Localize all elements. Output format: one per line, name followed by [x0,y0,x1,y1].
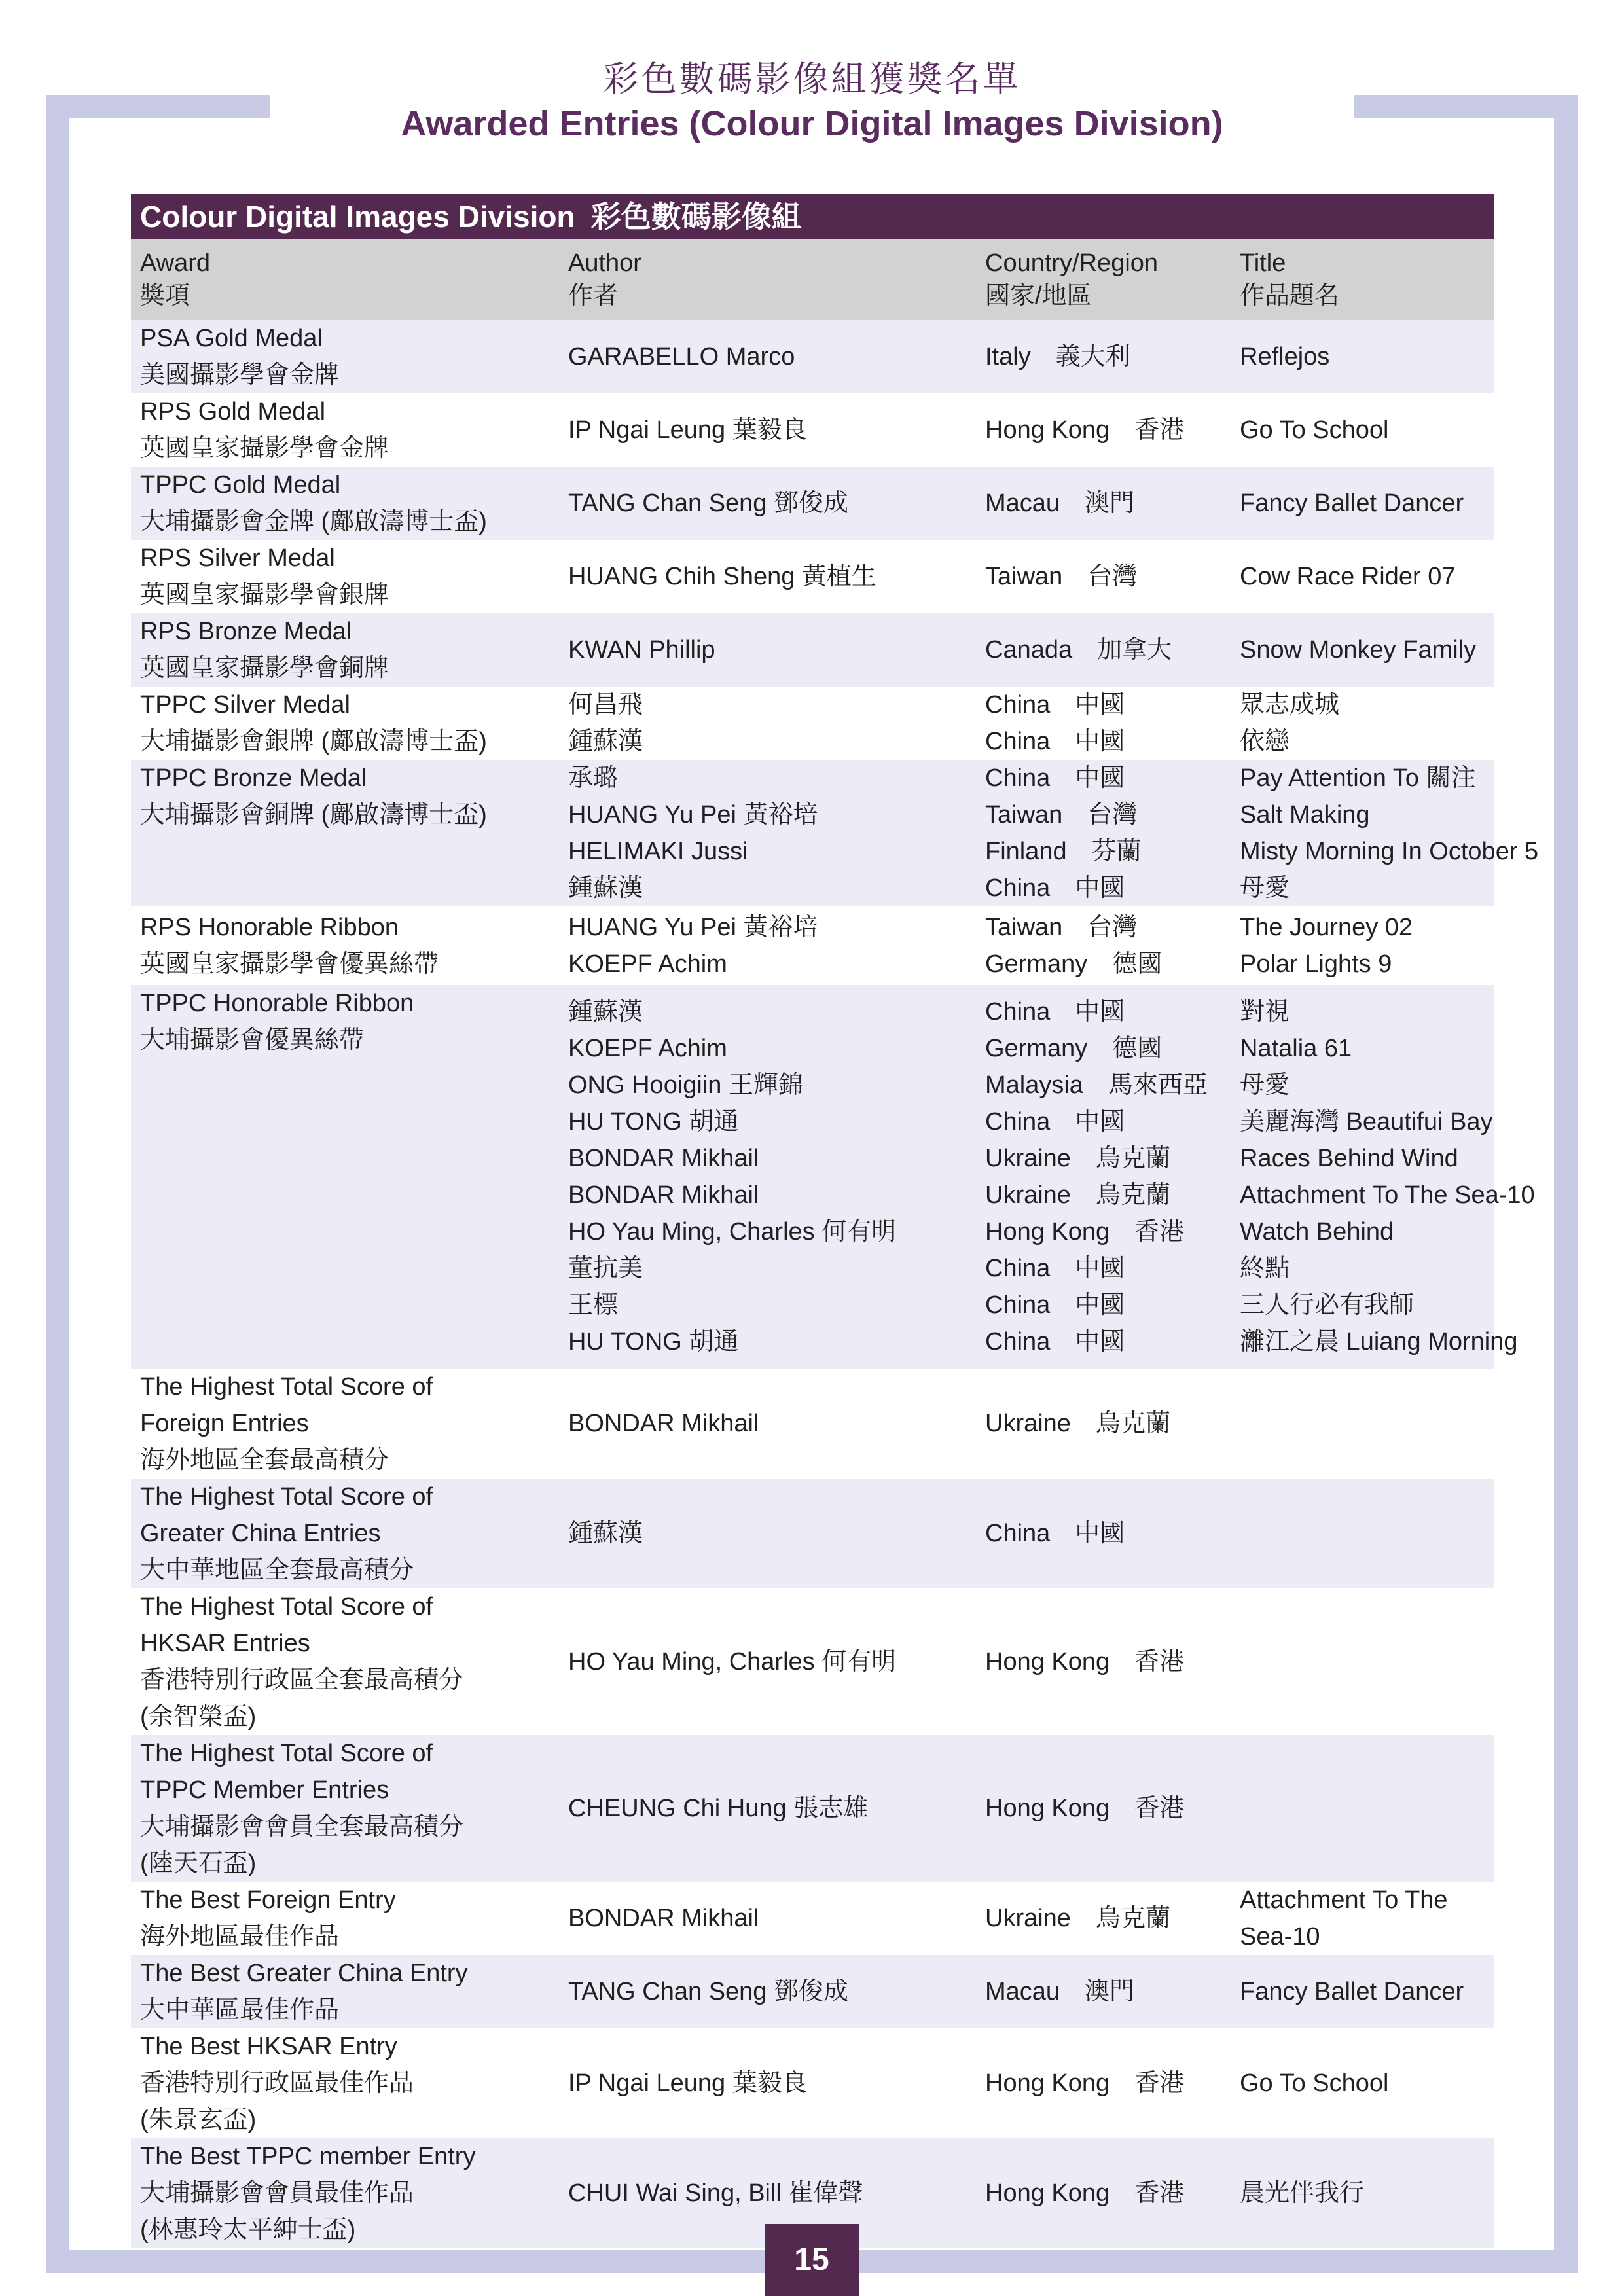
author-name: 承璐 [568,764,619,792]
entry-title: Go To School [1240,2070,1389,2097]
award-cell [131,613,559,687]
author-name: CHUI Wai Sing, Bill 崔偉聲 [568,2179,863,2207]
country-name: Taiwan 台灣 [985,801,1138,829]
author-cell [559,1588,976,1735]
table-row [131,1479,1494,1588]
country-name: China 中國 [985,1328,1125,1355]
column-header-zh: 作者 [568,282,619,310]
author-name: CHEUNG Chi Hung 張志雄 [568,1795,869,1822]
award-line: 香港特別行政區全套最高積分 [140,1666,464,1694]
country-name: China 中國 [985,874,1125,902]
division-label-english: Colour Digital Images Division [140,200,575,234]
country-name: Ukraine 烏克蘭 [985,1145,1170,1172]
author-cell [559,760,976,906]
title-cell [1231,1588,1494,1735]
entry-title: Watch Behind [1240,1218,1394,1246]
title-cell [1231,985,1535,1369]
country-name: Hong Kong 香港 [985,2070,1185,2097]
award-line: 大埔攝影會會員全套最高積分 [140,1813,464,1840]
awards-table-body [131,320,1539,2248]
country-cell [976,2028,1231,2138]
entry-title: The Journey 02 [1240,914,1413,941]
award-line: TPPC Silver Medal [140,691,350,719]
author-name: TANG Chan Seng 鄧俊成 [568,1978,849,2005]
award-cell [131,1735,559,1882]
column-header-zh: 國家/地區 [985,282,1092,310]
award-line: RPS Bronze Medal [140,618,352,645]
title-cell [1231,467,1494,540]
award-line: 美國攝影學會金牌 [140,361,340,389]
country-name: Hong Kong 香港 [985,1795,1185,1822]
author-cell [559,687,976,760]
column-header-en: Author [568,249,641,277]
award-line: Greater China Entries [140,1520,381,1547]
country-cell [976,2138,1231,2248]
award-line: TPPC Gold Medal [140,471,341,499]
award-line: 大埔攝影會銅牌 (鄺啟濤博士盃) [140,801,487,829]
column-header-country [976,239,1231,320]
country-name: China 中國 [985,1255,1125,1282]
table-row [131,1588,1494,1735]
table-header-row [131,239,1494,320]
country-name: Germany 德國 [985,1035,1163,1062]
award-line: 大埔攝影會優異絲帶 [140,1026,365,1054]
title-cell [1231,1735,1494,1882]
award-line: The Best Foreign Entry [140,1886,396,1914]
table-row [131,467,1494,540]
entry-title: Salt Making [1240,801,1370,829]
award-line: The Highest Total Score of [140,1373,433,1401]
country-name: China 中國 [985,691,1125,719]
country-cell [976,985,1231,1369]
division-header [131,194,1494,239]
page-number: 15 [765,2224,859,2296]
country-name: China 中國 [985,1108,1125,1136]
country-cell [976,1588,1231,1735]
author-name: ONG Hooigiin 王輝錦 [568,1071,803,1099]
entry-title: 美麗海灣 Beautifui Bay [1240,1108,1493,1136]
author-name: HUANG Chih Sheng 黃植生 [568,563,876,590]
author-name: GARABELLO Marco [568,343,795,370]
title-cell [1231,540,1494,613]
author-name: HELIMAKI Jussi [568,838,748,865]
award-line: TPPC Honorable Ribbon [140,990,414,1017]
award-line: 英國皇家攝影學會銀牌 [140,581,389,609]
award-line: The Best TPPC member Entry [140,2143,476,2170]
entry-title: Cow Race Rider 07 [1240,563,1456,590]
column-header-en: Award [140,249,211,277]
author-cell [559,1369,976,1479]
award-line: RPS Honorable Ribbon [140,914,399,941]
award-line: The Highest Total Score of [140,1483,433,1511]
award-cell [131,1882,559,1955]
country-name: Hong Kong 香港 [985,2179,1185,2207]
award-line: PSA Gold Medal [140,325,323,352]
entry-title: 晨光伴我行 [1240,2179,1365,2207]
award-cell [131,1369,559,1479]
author-name: HU TONG 胡通 [568,1108,739,1136]
country-name: China 中國 [985,1520,1125,1547]
column-header-author [559,239,976,320]
table-row [131,320,1494,393]
entry-title: 對視 [1240,998,1290,1026]
country-cell [976,320,1231,393]
table-row [131,1369,1494,1479]
author-name: KWAN Phillip [568,636,715,664]
award-line: TPPC Bronze Medal [140,764,367,792]
page-title-chinese: 彩色數碼影像組獲獎名單 [603,60,1021,99]
entry-title: Misty Morning In October 5 [1240,838,1539,865]
award-line: 大中華區最佳作品 [140,1996,340,2024]
country-name: Hong Kong 香港 [985,1648,1185,1676]
column-header-award [131,239,559,320]
country-name: Taiwan 台灣 [985,563,1138,590]
award-line: 大埔攝影會銀牌 (鄺啟濤博士盃) [140,728,487,755]
author-name: IP Ngai Leung 葉毅良 [568,416,807,444]
table-row [131,687,1494,760]
entry-title: Reflejos [1240,343,1330,370]
country-name: Finland 芬蘭 [985,838,1142,865]
award-line: 英國皇家攝影學會銅牌 [140,655,389,682]
table-row [131,393,1494,467]
award-line: 大中華地區全套最高積分 [140,1556,414,1584]
table-row [131,540,1494,613]
country-cell [976,393,1231,467]
author-name: BONDAR Mikhail [568,1145,759,1172]
award-line: 海外地區最佳作品 [140,1923,340,1950]
entry-title: Polar Lights 9 [1240,950,1392,978]
country-name: Hong Kong 香港 [985,1218,1185,1246]
author-cell [559,1955,976,2028]
author-cell [559,985,976,1369]
country-name: China 中國 [985,1291,1125,1319]
award-cell [131,687,559,760]
country-name: Ukraine 烏克蘭 [985,1905,1170,1932]
award-line: 大埔攝影會金牌 (鄺啟濤博士盃) [140,508,487,535]
award-cell [131,393,559,467]
entry-title: 三人行必有我師 [1240,1291,1415,1319]
country-name: Italy 義大利 [985,343,1130,370]
entry-title: Natalia 61 [1240,1035,1352,1062]
country-name: Canada 加拿大 [985,636,1172,664]
author-name: 鍾蘇漢 [568,1520,643,1547]
column-header-zh: 作品題名 [1240,282,1340,310]
award-cell [131,540,559,613]
author-name: BONDAR Mikhail [568,1905,759,1932]
author-name: 何昌飛 [568,691,643,719]
title-cell [1231,320,1494,393]
award-line: (朱景玄盃) [140,2106,257,2134]
author-cell [559,1882,976,1955]
title-cell [1231,1479,1494,1588]
title-cell [1231,906,1494,985]
author-name: 王標 [568,1291,619,1319]
author-name: 鍾蘇漢 [568,728,643,755]
title-cell [1231,1882,1494,1955]
entry-title: Sea-10 [1240,1923,1320,1950]
country-name: Germany 德國 [985,950,1163,978]
title-cell [1231,1369,1494,1479]
table-row [131,985,1494,1369]
title-cell [1231,1955,1494,2028]
award-line: (陸天石盃) [140,1850,257,1877]
award-line: The Highest Total Score of [140,1593,433,1621]
column-header-zh: 獎項 [140,282,190,310]
country-name: Hong Kong 香港 [985,416,1185,444]
title-cell [1231,613,1494,687]
award-line: TPPC Member Entries [140,1776,389,1804]
author-cell [559,320,976,393]
author-cell [559,467,976,540]
author-name: TANG Chan Seng 鄧俊成 [568,490,849,517]
award-line: The Best Greater China Entry [140,1960,468,1987]
award-cell [131,467,559,540]
award-line: HKSAR Entries [140,1630,310,1657]
country-name: Macau 澳門 [985,490,1135,517]
table-row [131,1955,1494,2028]
title-cell [1231,687,1494,760]
country-name: Ukraine 烏克蘭 [985,1410,1170,1437]
award-line: The Highest Total Score of [140,1740,433,1767]
country-cell [976,1735,1231,1882]
author-cell [559,393,976,467]
author-cell [559,540,976,613]
country-cell [976,1479,1231,1588]
country-cell [976,1369,1231,1479]
page-title-english: Awarded Entries (Colour Digital Images Division) [401,104,1223,143]
column-header-en: Title [1240,249,1286,277]
entry-title: Fancy Ballet Dancer [1240,490,1464,517]
entry-title: 母愛 [1240,1071,1290,1099]
author-name: BONDAR Mikhail [568,1181,759,1209]
table-row [131,1882,1494,1955]
award-cell [131,1479,559,1588]
entry-title: 終點 [1240,1255,1290,1282]
country-cell [976,760,1231,906]
entry-title: 眾志成城 [1240,691,1340,719]
awards-table [131,239,1539,2248]
award-cell [131,320,559,393]
table-row [131,613,1494,687]
award-line: 海外地區全套最高積分 [140,1446,389,1474]
division-label-chinese: 彩色數碼影像組 [590,200,802,234]
author-name: BONDAR Mikhail [568,1410,759,1437]
country-cell [976,613,1231,687]
award-line: RPS Silver Medal [140,545,335,572]
column-header-en: Country/Region [985,249,1159,277]
entry-title: 灕江之晨 Luiang Morning [1240,1328,1518,1355]
award-cell [131,1588,559,1735]
country-name: Malaysia 馬來西亞 [985,1071,1208,1099]
entry-title: Pay Attention To 關注 [1240,764,1476,792]
table-row [131,2028,1494,2138]
award-line: Foreign Entries [140,1410,309,1437]
entry-title: Snow Monkey Family [1240,636,1477,664]
author-name: HO Yau Ming, Charles 何有明 [568,1648,897,1676]
award-cell [131,1955,559,2028]
table-row [131,906,1494,985]
award-line: RPS Gold Medal [140,398,326,425]
frame-right [1554,95,1578,2273]
author-name: HUANG Yu Pei 黃裕培 [568,914,818,941]
country-cell [976,906,1231,985]
author-name: HU TONG 胡通 [568,1328,739,1355]
title-cell [1231,2138,1494,2248]
country-name: Taiwan 台灣 [985,914,1138,941]
author-name: HUANG Yu Pei 黃裕培 [568,801,818,829]
entry-title: 母愛 [1240,874,1290,902]
country-name: China 中國 [985,728,1125,755]
author-name: KOEPF Achim [568,1035,727,1062]
author-cell [559,613,976,687]
author-name: 鍾蘇漢 [568,874,643,902]
entry-title: Attachment To The Sea-10 [1240,1181,1535,1209]
country-cell [976,540,1231,613]
country-name: China 中國 [985,764,1125,792]
column-header-title [1231,239,1494,320]
country-cell [976,687,1231,760]
entry-title: 依戀 [1240,728,1290,755]
country-name: China 中國 [985,998,1125,1026]
country-name: Ukraine 烏克蘭 [985,1181,1170,1209]
table-row [131,1735,1494,1882]
entry-title: Attachment To The [1240,1886,1448,1914]
entry-title: Races Behind Wind [1240,1145,1458,1172]
frame-left [46,95,69,2273]
author-cell [559,2028,976,2138]
author-name: HO Yau Ming, Charles 何有明 [568,1218,897,1246]
award-line: 英國皇家攝影學會金牌 [140,435,389,462]
award-line: 大埔攝影會會員最佳作品 [140,2179,414,2207]
country-name: Macau 澳門 [985,1978,1135,2005]
award-line: The Best HKSAR Entry [140,2033,397,2060]
title-cell [1231,393,1494,467]
title-cell [1231,760,1539,906]
country-cell [976,467,1231,540]
author-name: KOEPF Achim [568,950,727,978]
award-cell [131,985,559,1369]
award-cell [131,2028,559,2138]
author-cell [559,1479,976,1588]
entry-title: Fancy Ballet Dancer [1240,1978,1464,2005]
country-cell [976,1882,1231,1955]
award-line: 香港特別行政區最佳作品 [140,2070,414,2097]
award-cell [131,906,559,985]
award-line: (余智榮盃) [140,1703,257,1731]
entry-title: Go To School [1240,416,1389,444]
table-row [131,760,1494,906]
author-name: 董抗美 [568,1255,643,1282]
author-cell [559,1735,976,1882]
award-cell [131,760,559,906]
award-line: 英國皇家攝影學會優異絲帶 [140,950,439,978]
award-line: (林惠玲太平紳士盃) [140,2216,356,2244]
country-cell [976,1955,1231,2028]
author-cell [559,906,976,985]
author-name: IP Ngai Leung 葉毅良 [568,2070,807,2097]
award-cell [131,2138,559,2248]
title-cell [1231,2028,1494,2138]
author-name: 鍾蘇漢 [568,998,643,1026]
